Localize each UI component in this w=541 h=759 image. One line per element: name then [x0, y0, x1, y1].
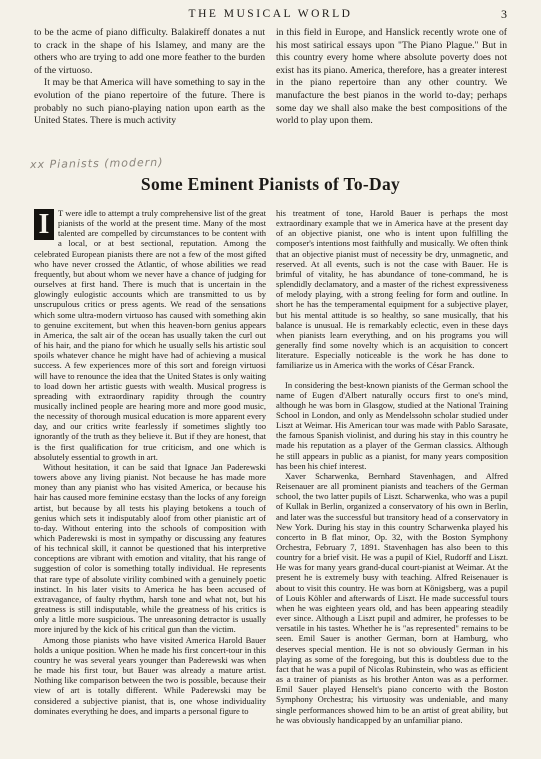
previous-article-right-column	[276, 27, 507, 128]
paragraph: Xaver Scharwenka, Bernhard Stavenhagen, and Alfred Reisenauer are all prominent pianists and teachers of the German school, the two latter pupils of Liszt. Scharwenka, who was a pupil of Kullak in Berlin, organized a conservatory of his own in Berlin, and later was the successful but transitory head of a conservatory in New York. During his stay in this country Scharwenka played his concerto in B flat minor, Op. 32, with the Boston Symphony Orchestra, February 7, 1891. Stavenhagen has also been to this country for a brief visit. He was a pupil of Kiel, Rudorff and Liszt. He was for many years grand-ducal court-pianist at Weimar. At the present he is extremely busy with teaching. Alfred Reisenauer is about to visit this country. He was born at Königsberg, was a pupil of Louis Köhler and afterwards of Liszt. He made successful tours when he was eighteen years old, and has been appearing steadily ever since. Although a Liszt pupil and admirer, he professes to be versatile in his tastes. Whether he is "as represented" remains to be seen. Emil Sauer is another German, born at Hamburg, who deserves special mention. He is not so obviously German in his playing as some of the foregoing, but this is doubtless due to the fact that he was a pupil of Nicolas Rubinstein, who was as efficient as a trainer of pianists as his brother Anton was as a performer. Emil Sauer played Henselt's piano concerto with the Boston Symphony Orchestra; his virtuosity was undeniable, and many single performances showed him to be an artist of great ability, but he was obviously handicapped by an unfamiliar piano.	[276, 470, 508, 725]
paragraph: to be the acme of piano difficulty. Balakireff donates a nut to crack in the shape of his Islamey, and many are the others who are trying to add one more feather to the burden of the virtuoso.	[34, 27, 265, 76]
paragraph-text: T were idle to attempt a truly comprehensive list of the great pianists of the world at the present time. Many of the most talented are compelled by circumstances to be content with a local, or at best sectional, reputation. Among the celebrated European pianists there are not a few of the most gifted who have never crossed the Atlantic, of whose abilities we read frequently, but about whom we never have a chance of judging for ourselves at first hand. There is much that is uncertain in the glowingly eulogistic accounts which are transmitted to us by unscrupulous critics or press agents. We read of the sensations which some ultra-modern virtuoso has caused with something akin to genuine excitement, but when this heaven-born genius appears in America, the salt air of the ocean has usually taken the curl out of his hair, and the piano for which he usually sells his artistic soul spoils whatever chance he might have had of achieving a musical success. A few experiences more of this sort and foreign virtuosi will have to renounce the idea that the United States is only waiting to load down her artistic guests with wealth. Musical progress is spreading with extraordinary rapidity through the country musically inclined people are hearing more and more good music, the necessity of thorough musical education is more apparent every day, and our critics write fearlessly if sometimes slightly too ignorantly of the truth as they believe it. But if they are honest, that is the first qualification for true criticism, and one which is absolutely essential to growth in art.	[34, 208, 266, 462]
running-head: THE MUSICAL WORLD	[188, 8, 353, 20]
paragraph: in this field in Europe, and Hanslick recently wrote one of his most satirical essays upon "The Piano Plague." But in this country every home where absolute poverty does not exist has its piano. America, therefore, has a greater interest in the piano repertoire than any other country. We manufacture the best pianos in the world to-day; perhaps some day we shall also make the best compositions of the world to play upon them.	[276, 27, 507, 127]
page-number: 3	[501, 7, 507, 21]
paragraph: his treatment of tone, Harold Bauer is perhaps the most extraordinary example that we in America have at the present day of an objective pianist, one who is intent upon fulfilling the composer's intentions most faithfully and musically. We often think that an objective pianist must of necessity be dry, unmagnetic, and reserved. At all events, such is not the case with Bauer. He is brimful of vitality, he has abundance of tone-command, he is splendidly declamatory, and a master of the richest expressiveness of melody playing, with a strong feeling for form and outline. In short he has the temperamental equipment for a subjective player, but his mental attitude is so healthy, so sane musically, that his balance is unusual. He is remarkably eclectic, even in these days when pianists learn everything, and on his programs you will generally find some novelty which is an acquisition to concert literature. Especially noticeable is the work he has done to familiarize us in America with the works of César Franck.	[276, 208, 508, 371]
paragraph: In considering the best-known pianists of the German school the name of Eugen d'Albert naturally occurs first to one's mind, although he was born in Glasgow, studied at the National Training School in London, and only as Mendelssohn scholar studied under Liszt at Weimar. His American tour was made with Pablo Sarasate, the famous Spanish violinist, and during his stay in this country he made his reputation as a player of the German classics. Although he still appears in public as a pianist, for many years composition has been his chief interest.	[276, 379, 508, 471]
paragraph	[34, 208, 266, 462]
handwritten-annotation: xx Pianists (modern)	[29, 155, 164, 172]
drop-cap: I	[34, 209, 54, 240]
paragraph: Without hesitation, it can be said that Ignace Jan Paderewski towers above any living pianist. Not because he has made more money than any pianist who has visited America, or because his hair has caused more feminine ecstasy than the locks of any foreign artist, but because by all tests his playing betokens a touch of genius which sets it indisputably aloof from other pianistic art of to-day. Without entering into the schools of composition with which Paderewski is most in sympathy or discussing any features of his technical skill, it cannot be questioned that his interpretive conceptions are vibrant with emotion and vitality, that his range of suggestion of color is something totally individual. He represents that rare type of absolute virility combined with a genuinely poetic instinct. In his later visits to America he has been accused of extravagance, of faulty rhythm, harsh tone and what not, but his greatness is still indisputable, while the greatness of his critics is only a little more suspicious. The unreasoning detractor is usually more injured by the kick of his critical gun than the victim.	[34, 461, 266, 635]
article-right-column	[276, 208, 508, 725]
paragraph: Among those pianists who have visited America Harold Bauer holds a unique position. When he made his first concert-tour in this country he was several years younger than Paderewski was when he made his first tour, but Bauer was already a mature artist. Nothing like comparison between the two is possible, because their view of art is totally different. While Paderewski may be considered a subjective pianist, that is, one whose individuality dominates everything he does, and imparts a personal figure to	[34, 634, 266, 716]
article-left-column	[34, 208, 266, 716]
article-title: Some Eminent Pianists of To-Day	[140, 174, 401, 194]
previous-article-left-column	[34, 27, 265, 128]
paragraph: It may be that America will have something to say in the evolution of the piano repertoire of the future. There is probably no such piano-playing nation upon earth as the United States. There is much activity	[34, 77, 265, 127]
